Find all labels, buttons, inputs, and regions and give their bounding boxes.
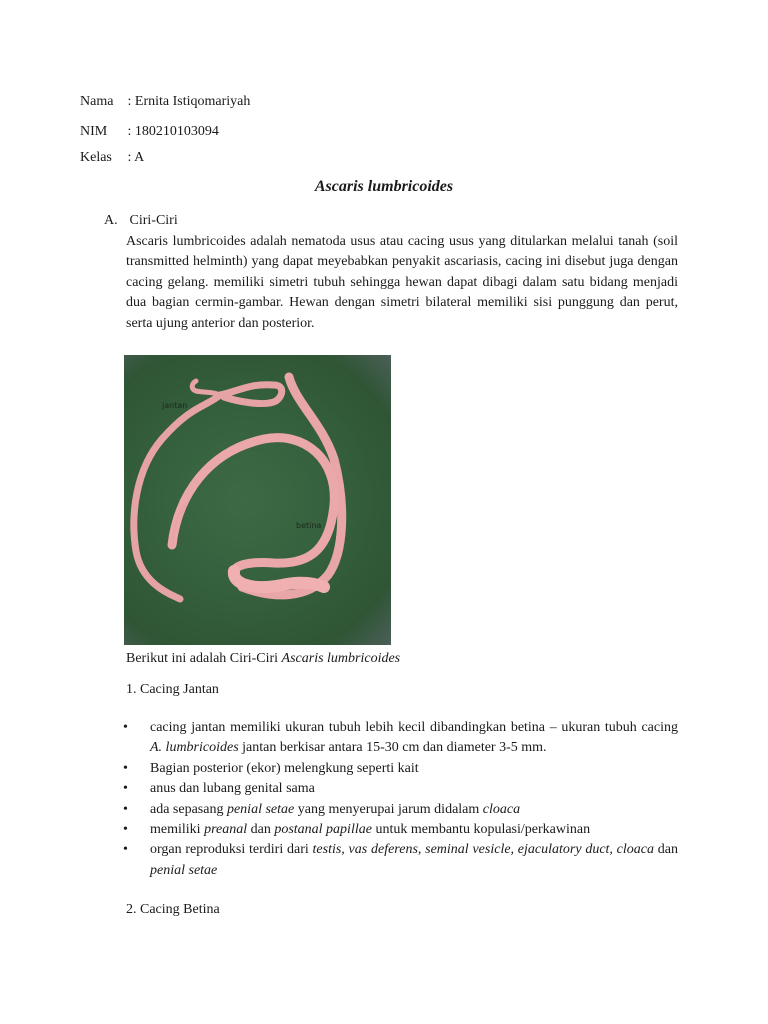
italic-term: A. lumbricoides <box>150 740 239 756</box>
list-text: dan <box>654 842 678 858</box>
male-label: jantan <box>162 401 188 410</box>
section-title: Ciri-Ciri <box>129 213 178 228</box>
female-label: betina <box>296 521 322 530</box>
bullet-icon: • <box>123 801 128 817</box>
list-text: memiliki <box>150 822 205 838</box>
document-title: Ascaris lumbricoides <box>314 178 454 195</box>
bullet-icon: • <box>123 720 128 735</box>
class-label: Kelas <box>80 150 112 165</box>
section-heading-a <box>104 213 178 229</box>
list-text: organ reproduksi terdiri dari <box>150 842 313 858</box>
list-text: cacing jantan memiliki ukuran tubuh lebih kecil dibandingkan betina – ukuran tubuh cacing <box>150 720 678 735</box>
name-value: : Ernita Istiqomariyah <box>127 94 251 109</box>
worm-illustration <box>124 355 391 645</box>
italic-term: cloaca <box>482 801 521 817</box>
male-heading: 1. Cacing Jantan <box>126 682 219 697</box>
section-a-paragraph: Ascaris lumbricoides adalah nematoda usus atau cacing usus yang ditularkan melalui tanah (soil transmitted helminth) yang dapat meyebabkan penyakit ascariasis, cacing ini disebut juga dengan cacing gelang. memiliki simetri tubuh sehingga hewan dapat dibagi dalam satu bidang menjadi dua bagian cermin-gambar. Hewan dengan simetri bilateral memiliki sisi punggung dan perut, serta ujung anterior dan posterior. <box>126 234 678 331</box>
italic-term: preanal <box>204 822 248 838</box>
list-text: yang menyerupai jarum didalam <box>294 801 483 817</box>
italic-term: testis, vas deferens, seminal vesicle, ejaculatory duct, cloaca <box>312 842 655 858</box>
list-text: anus dan lubang genital sama <box>150 781 315 797</box>
bullet-icon: • <box>123 822 128 838</box>
class-field <box>80 150 144 166</box>
list-item <box>120 779 678 799</box>
class-value: : A <box>127 150 145 165</box>
bullet-icon: • <box>123 760 128 776</box>
list-item <box>120 759 678 779</box>
male-characteristics-list <box>120 718 678 881</box>
caption-text: Berikut ini adalah Ciri-Ciri <box>126 651 282 666</box>
list-text: dan <box>247 822 275 838</box>
list-text: jantan berkisar antara 15-30 cm dan diameter 3-5 mm. <box>238 740 547 756</box>
list-text: untuk membantu kopulasi/perkawinan <box>371 822 591 838</box>
list-text: ada sepasang <box>150 801 227 817</box>
italic-term: penial setae <box>226 801 295 817</box>
female-heading: 2. Cacing Betina <box>126 902 220 917</box>
list-item <box>120 718 678 759</box>
list-text: Bagian posterior (ekor) melengkung seperti kait <box>150 760 419 776</box>
ascaris-photo <box>124 355 391 645</box>
caption-species: Ascaris lumbricoides <box>281 651 401 666</box>
italic-term: penial setae <box>150 862 218 878</box>
nim-value: : 180210103094 <box>127 124 219 139</box>
list-item <box>120 800 678 820</box>
list-item <box>120 840 678 881</box>
figure-caption <box>126 651 400 667</box>
nim-label: NIM <box>80 124 108 139</box>
name-field <box>80 94 250 110</box>
bullet-icon: • <box>123 842 128 858</box>
list-item <box>120 820 678 840</box>
section-letter: A. <box>104 213 118 228</box>
bullet-icon: • <box>123 781 128 797</box>
nim-field <box>80 124 219 140</box>
name-label: Nama <box>80 94 114 109</box>
italic-term: postanal papillae <box>274 822 372 838</box>
